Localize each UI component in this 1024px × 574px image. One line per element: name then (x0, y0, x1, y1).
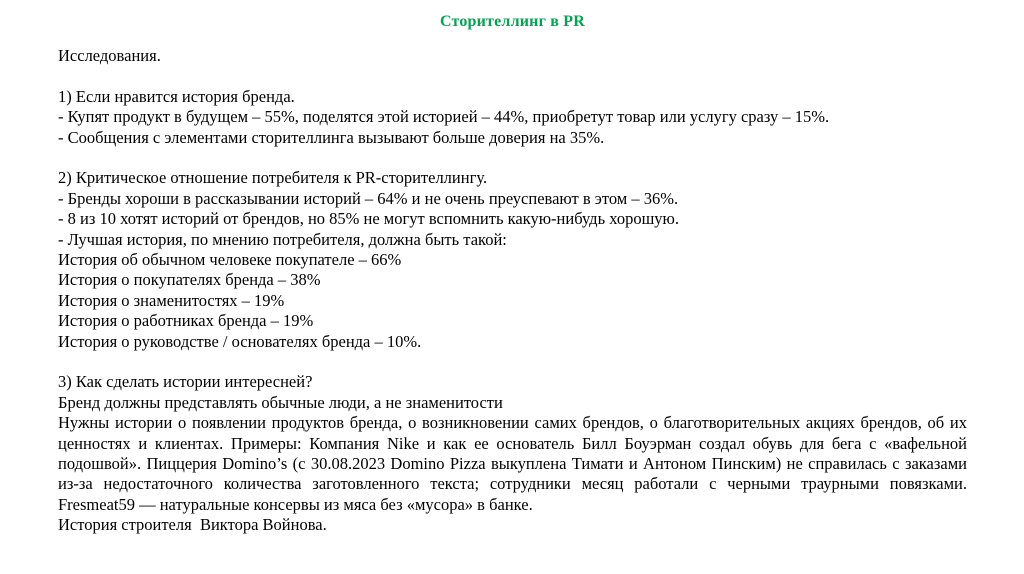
text-line: Бренд должны представлять обычные люди, а не знаменитости (58, 392, 503, 412)
text-line: История о покупателях бренда – 38% (58, 270, 321, 290)
text-paragraph: Нужны истории о появлении продуктов бренда, о возникновении самих брендов, о благотворительных акциях брендов, об их ценностях и клиентах. Примеры: Компания Nike и как ее основатель Билл Боуэрман создал обувь для бега с «вафельной подошвой». Пиццерия Domino’s (с 30.08.2023 Domino Pizza выкуплена Тимати и Антоном Пинским) не справилась с заказами из-за недостаточного количества заготовленного текста; сотрудники месяц работали с черными траурными повязками. Fresmeat59 — натуральные консервы из мяса без «мусора» в банке. (58, 413, 972, 514)
text-line: - Лучшая история, по мнению потребителя, должна быть такой: (58, 229, 507, 249)
text-line: - Купят продукт в будущем – 55%, поделятся этой историей – 44%, приобретут товар или услугу сразу – 15%. (58, 107, 830, 127)
slide-title: Сторителлинг в PR (439, 13, 586, 30)
text-line: Исследования. (58, 46, 161, 65)
blank-line (58, 148, 967, 168)
text-line: История о знаменитостях – 19% (58, 290, 285, 310)
text-line: История строителя Виктора Войнова. (58, 515, 327, 535)
text-line: 1) Если нравится история бренда. (58, 86, 295, 106)
text-line: История о работниках бренда – 19% (58, 311, 314, 331)
blank-line (58, 66, 967, 86)
text-line: История о руководстве / основателях бренда – 10%. (58, 331, 422, 351)
text-line: - 8 из 10 хотят историй от брендов, но 85% не могут вспомнить какую-нибудь хорошую. (58, 209, 679, 229)
text-line: 2) Критическое отношение потребителя к PR-сторителлингу. (58, 168, 488, 188)
blank-line (58, 352, 967, 372)
text-line: 3) Как сделать истории интересней? (58, 372, 313, 392)
text-line: - Бренды хороши в рассказывании историй – 64% и не очень преуспевают в этом – 36%. (58, 188, 679, 208)
slide-body (58, 46, 972, 536)
text-line: - Сообщения с элементами сторителлинга вызывают больше доверия на 35%. (58, 127, 605, 147)
text-line: История об обычном человеке покупателе – 66% (58, 250, 402, 270)
